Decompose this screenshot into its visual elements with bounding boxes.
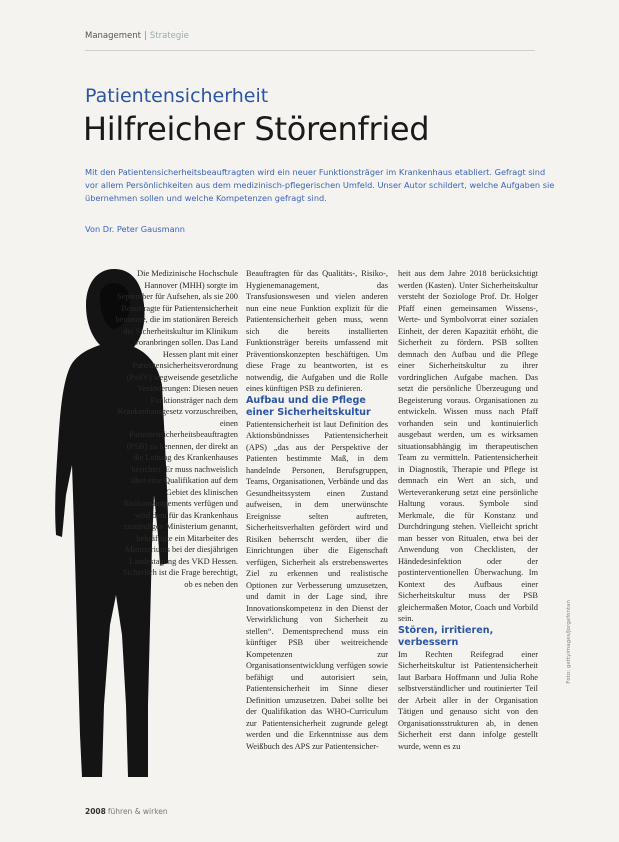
section-label: Management [85, 31, 141, 41]
category-label: Strategie [149, 31, 189, 41]
header-separator: | [144, 31, 147, 41]
body-text: Beauftragten für das Qualitäts-, Risiko-, Hygienemanagement, das Transfusionswesen und vielen anderen nun eine neue Funktion explizit für die Patientensicherheit geben muss, wenn sich die bereits installierten Funktionsträger bereits umfassend mit Präventionskonzepten beschäftigen. Um diese Frage zu beantworten, ist es notwendig, die Aufgaben und die Rolle eines künftigen PSB zu definieren. [246, 269, 388, 393]
text-column-2 [246, 268, 388, 752]
body-text: Die Medizinische Hochschule Hannover (MHH) sorgte im September für Aufsehen, als sie 200 Beauftragte für Patientensicherheit benannte, die im stationären Bereich die Sicherheitskultur im Klinikum voranbringen sollen. Das Land Hessen plant mit einer Patientensicherheitsverordnung (PaSV) wegweisende gesetzliche Veränderungen: Diesen neuen Funktionsträger nach dem Krankenhausgesetz vorzuschreiben, einen Patientensicherheitsbeauftragten (PSB) zu benennen, der direkt an die Leitung des Krankenhauses berichtet. Er muss nachweislich über eine Qualifikation auf dem Gebiet des klinischen Risikomanagements verfügen und wird dem für das Krankenhaus zuständigen Ministerium genannt, bekräftigte ein Mitarbeiter des Ministeriums bei der diesjährigen Landestagung des VKD Hessen. Sicherlich ist die Frage berechtigt, ob es neben den [115, 269, 238, 589]
page-number: 2008 [85, 807, 106, 816]
page-folio [85, 807, 168, 816]
article-byline: Von Dr. Peter Gausmann [85, 224, 185, 234]
photo-credit: Foto: gettyimages/Jorgefontan [566, 600, 572, 684]
magazine-name: führen & wirken [107, 807, 168, 816]
article-lead: Mit den Patientensicherheitsbeauftragten wird ein neuer Funktionsträger im Krankenhaus etabliert. Gefragt sind vor allem Persönlichkeiten aus dem medizinisch-pflegerischen Umfeld. Unser Autor schildert, welche Aufgaben sie übernehmen sollen und welche Kompetenzen gefragt sind. [85, 167, 555, 203]
text-column-1 [115, 268, 238, 590]
body-text: Patientensicherheit ist laut Definition des Aktionsbündnisses Patientensicherheit (APS) „das aus der Perspektive der Patienten bestimmte Maß, in dem handelnde Personen, Berufsgruppen, Teams, Organisationen, Verbände und das Gesundheitssystem einen Zustand aufweisen, in dem unerwünschte Ereignisse selten auftreten, Sicherheitsverhalten gefördert wird und Risiken beherrscht werden, über die Einrichtungen über die Eigenschaft verfügen, Sicherheit als erstrebenswertes Ziel zu erkennen und realistische Optionen zur Verbesserung umzusetzen, und damit in der Lage sind, ihre Innovationskompetenz in den Dienst der Verwirklichung von Sicherheit zu stellen“. Dementsprechend muss ein künftiger PSB über weitreichende Kompetenzen zur Organisationsentwicklung verfügen sowie befähigt und autorisiert sein, Patientensicherheit im Sinne dieser Definition umzusetzen. Dabei sollte bei der Qualifikation das WHO-Curriculum zur Patientensicherheit zugrunde gelegt werden und die Erkenntnisse aus dem Weißbuch des APS zur Patientensicher- [246, 419, 388, 751]
text-column-3 [398, 268, 538, 752]
subheading: Stören, irritieren, verbessern [398, 624, 494, 648]
article-title: Hilfreicher Störenfried [83, 110, 430, 148]
header-rule [85, 50, 535, 51]
body-text: Im Rechten Reifegrad einer Sicherheitskultur ist Patientensicherheit laut Barbara Hoffmann und Julia Rohe selbstverständlicher und routinierter Teil der Arbeit aller in der Organisation Tätigen und genauso sicht von den Organisationsstrukturen ab, in denen Sicherheit erst dann infolge gestellt wurde, wenn es zu [398, 649, 538, 751]
section-header [85, 31, 189, 41]
article-kicker: Patientensicherheit [85, 85, 269, 107]
body-text: heit aus dem Jahre 2018 berücksichtigt werden (Kasten). Unter Sicherheitskultur versteht der Soziologe Prof. Dr. Holger Pfaff einen gemeinsamen Wissens-, Werte- und Symbolvorrat einer sozialen Einheit, der deren Kapazität erhöht, die Sicherheit zu fördern. PSB sollten demnach den Aufbau und die Pflege einer Sicherheitskultur zu ihrer vordringlichen Aufgabe machen. Das setzt die persönliche Überzeugung und Begeisterung voraus. Organisationen zu entwickeln. Wissen muss nach Pfaff vorhanden sein und kontinuierlich ausgebaut werden, um es wirksamen situationsabhängig im therapeutischen Team zu vermitteln. Patientensicherheit in Diagnostik, Therapie und Pflege ist demnach ein Wert an sich, und Werteverankerung setzt eine persönliche Haltung voraus. Symbole sind Merkmale, die für Konstanz und Durchdringung stehen. Vielleicht spricht man besser von Ritualen, etwa bei der Anwendung von Checklisten, der Händedesinfektion oder der postinterventionellen Überwachung. Im Kontext des Aufbaus einer Sicherheitskultur muss der PSB gleichermaßen Motor, Coach und Vorbild sein. [398, 269, 538, 623]
subheading: Aufbau und die Pflege einer Sicherheitskultur [246, 394, 371, 418]
